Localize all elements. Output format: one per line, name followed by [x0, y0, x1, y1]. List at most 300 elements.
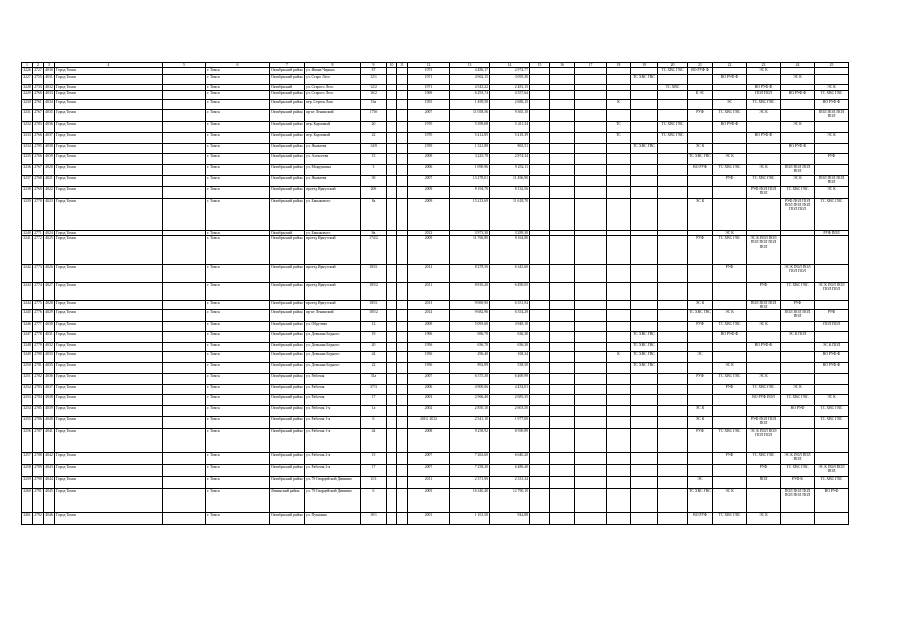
- table-cell: [163, 406, 206, 417]
- table-cell: ул. Демьяна Бедного: [305, 342, 361, 352]
- table-cell: 636,30: [490, 342, 530, 352]
- table-cell: Город Томск: [55, 465, 163, 477]
- table-cell: [575, 154, 607, 165]
- table-cell: РУФ ПОЛ ПОЛ ПОЛ: [747, 186, 781, 198]
- table-cell: [550, 265, 575, 283]
- table-cell: [550, 513, 575, 525]
- table-cell: [397, 513, 408, 525]
- table-cell: РУФ ПОЛ ПОЛ ПОЛ ПОЛ ПОЛ ПОЛ ПОЛ: [781, 198, 815, 230]
- table-cell: г. Томск: [206, 406, 270, 417]
- table-cell: ТС ХВС ГВС: [713, 236, 747, 265]
- table-cell: 2772: [33, 236, 44, 265]
- table-row: [22, 453, 849, 465]
- table-cell: РУФ: [713, 176, 747, 187]
- table-cell: [658, 310, 688, 322]
- table-cell: ТС ХВС ГВС: [713, 322, 747, 332]
- table-cell: [530, 90, 550, 100]
- table-cell: Город Томск: [55, 395, 163, 406]
- table-cell: [631, 110, 658, 122]
- table-cell: [688, 453, 713, 465]
- table-cell: 2777: [33, 322, 44, 332]
- table-cell: ул. Бакыкового: [305, 231, 361, 236]
- table-cell: [575, 90, 607, 100]
- table-cell: [607, 513, 631, 525]
- table-cell: [530, 363, 550, 374]
- table-cell: 4046: [44, 513, 55, 525]
- table-cell: [530, 465, 550, 477]
- table-cell: [530, 352, 550, 363]
- table-cell: [387, 198, 397, 230]
- table-cell: [397, 395, 408, 406]
- table-cell: [387, 363, 397, 374]
- table-cell: 3 973,30: [450, 231, 490, 236]
- table-cell: 8 590,89: [490, 429, 530, 453]
- table-cell: [658, 176, 688, 187]
- table-cell: 4042: [44, 453, 55, 465]
- table-cell: [658, 265, 688, 283]
- table-cell: [607, 165, 631, 176]
- table-cell: 5 411,34: [490, 122, 530, 133]
- table-cell: [658, 406, 688, 417]
- table-cell: 9 069,90: [450, 301, 490, 310]
- table-cell: [631, 265, 658, 283]
- table-cell: ТС: [607, 122, 631, 133]
- table-cell: ТС ХВС ГВС: [713, 429, 747, 453]
- table-cell: Город Томск: [55, 477, 163, 489]
- table-cell: [688, 363, 713, 374]
- table-cell: 6 480,40: [490, 465, 530, 477]
- table-cell: [163, 453, 206, 465]
- table-cell: ВО РУФ Ф: [688, 68, 713, 75]
- table-cell: Октябрьский район: [270, 322, 305, 332]
- table-cell: РУФ: [688, 429, 713, 453]
- table-cell: [163, 176, 206, 187]
- table-cell: [530, 100, 550, 110]
- table-cell: [607, 322, 631, 332]
- table-cell: 15 213,69: [450, 198, 490, 230]
- table-cell: [397, 406, 408, 417]
- table-cell: 2785: [33, 143, 44, 154]
- table-cell: [387, 154, 397, 165]
- column-header: 22: [713, 63, 747, 68]
- table-cell: [397, 154, 408, 165]
- table-cell: 538,50: [490, 363, 530, 374]
- table-cell: 3252: [22, 384, 33, 395]
- table-cell: проезд Иркутский: [305, 265, 361, 283]
- table-row: [22, 265, 849, 283]
- table-cell: 2783: [33, 384, 44, 395]
- table-cell: РУФ ПОЛ: [815, 231, 849, 236]
- table-cell: Октябрьский район: [270, 265, 305, 283]
- table-cell: [397, 100, 408, 110]
- table-cell: Октябрьский район: [270, 352, 305, 363]
- table-cell: 4 900,06: [450, 384, 490, 395]
- table-cell: 3227: [22, 75, 33, 85]
- table-cell: 12 790,10: [490, 489, 530, 513]
- table-cell: [815, 236, 849, 265]
- table-cell: [397, 68, 408, 75]
- table-cell: 1971: [408, 75, 450, 85]
- table-cell: [631, 322, 658, 332]
- table-cell: 2 541,10: [450, 417, 490, 429]
- table-cell: проезд Иркутский: [305, 186, 361, 198]
- table-row: [22, 143, 849, 154]
- table-cell: [575, 143, 607, 154]
- table-cell: Октябрьский район: [270, 384, 305, 395]
- table-cell: [607, 110, 631, 122]
- table-cell: Город Томск: [55, 310, 163, 322]
- table-cell: 1959: [408, 143, 450, 154]
- table-cell: [658, 100, 688, 110]
- table-cell: ТС ХВС ГВС: [631, 342, 658, 352]
- table-cell: ЭС К: [815, 395, 849, 406]
- table-cell: 892,89: [450, 363, 490, 374]
- table-cell: 4044: [44, 477, 55, 489]
- table-cell: ЭС К: [713, 231, 747, 236]
- table-cell: [815, 301, 849, 310]
- table-cell: [550, 310, 575, 322]
- table-cell: [550, 301, 575, 310]
- table-cell: [397, 75, 408, 85]
- table-cell: [631, 417, 658, 429]
- table-cell: 4038: [44, 395, 55, 406]
- column-header: 3: [44, 63, 55, 68]
- table-cell: [631, 395, 658, 406]
- table-cell: [387, 322, 397, 332]
- table-cell: [658, 489, 688, 513]
- table-cell: 2 974,77: [490, 68, 530, 75]
- table-cell: проезд Иркутский: [305, 301, 361, 310]
- table-cell: [631, 489, 658, 513]
- column-header: 8: [305, 63, 361, 68]
- table-cell: 3 225,78: [450, 154, 490, 165]
- table-cell: ЭС К: [781, 122, 815, 133]
- table-cell: ВО РУФ Ф: [713, 331, 747, 342]
- table-cell: 4038: [44, 143, 55, 154]
- table-cell: [550, 154, 575, 165]
- table-cell: г. Томск: [206, 417, 270, 429]
- column-header: 12: [408, 63, 450, 68]
- table-cell: [575, 75, 607, 85]
- table-cell: [575, 283, 607, 301]
- table-cell: 10/1: [361, 513, 387, 525]
- table-cell: 3 289,30: [490, 231, 530, 236]
- table-cell: К: [607, 100, 631, 110]
- table-cell: [631, 406, 658, 417]
- table-cell: [163, 352, 206, 363]
- table-cell: Октябрьский район: [270, 165, 305, 176]
- table-cell: 944,88: [490, 513, 530, 525]
- table-cell: ул. Яковлева: [305, 143, 361, 154]
- table-cell: ПОЛ ПОЛ ПОЛ ПОЛ: [781, 165, 815, 176]
- table-cell: [631, 283, 658, 301]
- table-cell: 4035: [44, 110, 55, 122]
- table-cell: [550, 165, 575, 176]
- table-cell: [607, 265, 631, 283]
- table-cell: [163, 384, 206, 395]
- column-header: 7: [270, 63, 305, 68]
- table-cell: [631, 373, 658, 384]
- table-cell: 11 766,80: [450, 236, 490, 265]
- table-cell: [607, 384, 631, 395]
- table-cell: ТС ХВС ГВС: [658, 132, 688, 143]
- table-cell: РУФ: [713, 453, 747, 465]
- table-cell: ул. Рабочая: [305, 384, 361, 395]
- table-cell: [631, 186, 658, 198]
- table-cell: ул. Рабочая 1-я: [305, 406, 361, 417]
- table-cell: 1971: [408, 84, 450, 90]
- table-cell: [397, 417, 408, 429]
- table-cell: 2766: [33, 154, 44, 165]
- table-cell: 4040: [44, 417, 55, 429]
- table-cell: 9 682,96: [450, 310, 490, 322]
- table-cell: 16/2: [361, 90, 387, 100]
- table-cell: 4039: [44, 154, 55, 165]
- table-cell: 9 252,11: [490, 165, 530, 176]
- table-cell: [575, 489, 607, 513]
- table-cell: г. Томск: [206, 132, 270, 143]
- table-cell: 4039: [44, 406, 55, 417]
- table-cell: [575, 68, 607, 75]
- table-cell: ТС ХВС ГВС: [781, 465, 815, 477]
- table-cell: РУФ: [688, 373, 713, 384]
- table-cell: ТС ХВС ГВС: [631, 75, 658, 85]
- table-cell: 2009: [408, 322, 450, 332]
- table-cell: Октябрьский район: [270, 90, 305, 100]
- table-cell: пр-кт Ленинский: [305, 310, 361, 322]
- table-cell: ул. Алексеева: [305, 154, 361, 165]
- column-header: 20: [658, 63, 688, 68]
- table-cell: 9 258,92: [450, 429, 490, 453]
- table-cell: [607, 331, 631, 342]
- table-cell: 185/1: [361, 301, 387, 310]
- table-cell: [815, 143, 849, 154]
- table-cell: Октябрьский район: [270, 406, 305, 417]
- table-cell: Город Томск: [55, 231, 163, 236]
- table-cell: [607, 465, 631, 477]
- table-cell: 1996: [408, 331, 450, 342]
- column-header: 25: [815, 63, 849, 68]
- table-cell: г. Томск: [206, 110, 270, 122]
- table-cell: Октябрьский район: [270, 465, 305, 477]
- column-header: 2: [33, 63, 44, 68]
- table-cell: 1955: [408, 100, 450, 110]
- table-cell: ЭС К ПОЛ: [815, 342, 849, 352]
- table-cell: [550, 363, 575, 374]
- table-cell: [688, 395, 713, 406]
- table-cell: 6 351,94: [490, 301, 530, 310]
- table-cell: 2787: [33, 429, 44, 453]
- table-cell: 15: [361, 453, 387, 465]
- table-cell: 8 278,50: [450, 265, 490, 283]
- table-cell: [815, 384, 849, 395]
- table-cell: ул. Демьяна Бедного: [305, 363, 361, 374]
- table-row: [22, 75, 849, 85]
- table-cell: 5 412,85: [450, 132, 490, 143]
- table-row: [22, 301, 849, 310]
- table-cell: 1а: [361, 406, 387, 417]
- table-cell: 2733: [34, 84, 42, 89]
- table-cell: 4022: [44, 186, 55, 198]
- table-cell: [781, 342, 815, 352]
- table-cell: 3261: [22, 513, 33, 525]
- table-cell: 3244: [22, 301, 33, 310]
- table-cell: [530, 429, 550, 453]
- table-cell: [575, 132, 607, 143]
- table-cell: [631, 90, 658, 100]
- table-cell: ТС ХВС ГВС: [747, 100, 781, 110]
- table-cell: [607, 75, 631, 85]
- table-cell: Октябрьский район: [270, 453, 305, 465]
- table-cell: [658, 429, 688, 453]
- table-cell: 8в: [361, 231, 387, 236]
- table-cell: [631, 384, 658, 395]
- table-cell: 2761: [33, 100, 44, 110]
- column-header: 1: [22, 63, 33, 68]
- table-cell: ТС ХВС ГВС: [688, 154, 713, 165]
- table-cell: 3236: [22, 165, 33, 176]
- table-cell: [397, 352, 408, 363]
- table-cell: Октябрьский район: [270, 75, 305, 85]
- table-cell: [550, 68, 575, 75]
- table-cell: [530, 265, 550, 283]
- table-cell: ЭС К: [781, 176, 815, 187]
- table-cell: 3241: [22, 236, 33, 265]
- table-cell: 2767: [33, 165, 44, 176]
- table-cell: 4032: [44, 342, 55, 352]
- table-cell: [713, 68, 747, 75]
- table-cell: [607, 363, 631, 374]
- table-cell: [163, 465, 206, 477]
- table-cell: Октябрьский район: [270, 429, 305, 453]
- table-cell: 1 090,96: [450, 165, 490, 176]
- table-cell: Город Томск: [55, 489, 163, 513]
- table-cell: 3260: [22, 489, 33, 513]
- table-cell: [688, 132, 713, 143]
- table-cell: [530, 489, 550, 513]
- table-cell: [658, 395, 688, 406]
- table-row: [22, 122, 849, 133]
- table-row: [22, 322, 849, 332]
- table-cell: [575, 373, 607, 384]
- table-cell: [387, 176, 397, 187]
- table-cell: [781, 429, 815, 453]
- table-cell: [530, 453, 550, 465]
- table-cell: [607, 342, 631, 352]
- table-cell: [658, 283, 688, 301]
- table-cell: [713, 283, 747, 301]
- table-cell: 67: [361, 68, 387, 75]
- table-cell: 3249: [22, 352, 33, 363]
- table-cell: 12: [361, 322, 387, 332]
- table-row: [22, 373, 849, 384]
- table-cell: г. Томск: [206, 363, 270, 374]
- table-cell: [815, 373, 849, 384]
- table-cell: ул. Пушкина: [305, 513, 361, 525]
- table-cell: [397, 301, 408, 310]
- table-cell: 2786: [33, 417, 44, 429]
- table-cell: К ЭС: [688, 90, 713, 100]
- table-cell: 2007: [408, 465, 450, 477]
- table-cell: [781, 132, 815, 143]
- table-cell: [607, 143, 631, 154]
- table-cell: [713, 90, 747, 100]
- table-cell: РУФ: [815, 154, 849, 165]
- table-cell: ЭС К ПОЛ ПОЛ ПОЛ ПОЛ: [781, 265, 815, 283]
- table-cell: 2 371,90: [450, 477, 490, 489]
- table-cell: 11 058,56: [450, 110, 490, 122]
- table-cell: ЭС К: [815, 186, 849, 198]
- table-cell: [163, 373, 206, 384]
- table-cell: [387, 122, 397, 133]
- table-cell: 22: [361, 363, 387, 374]
- table-cell: 1973: [408, 68, 450, 75]
- table-row: [22, 342, 849, 352]
- column-header: 14: [490, 63, 530, 68]
- table-cell: 8 816,20: [450, 283, 490, 301]
- table-cell: 2760: [33, 90, 44, 100]
- table-cell: [815, 429, 849, 453]
- table-row: [22, 198, 849, 230]
- table-cell: РУФ К: [781, 477, 815, 489]
- table-cell: [387, 331, 397, 342]
- table-cell: [781, 100, 815, 110]
- table-cell: [658, 363, 688, 374]
- table-cell: [387, 406, 397, 417]
- table-cell: 15: [361, 154, 387, 165]
- table-cell: 11 618,70: [490, 198, 530, 230]
- table-cell: [163, 342, 206, 352]
- table-cell: [607, 429, 631, 453]
- table-cell: [387, 132, 397, 143]
- table-cell: 3248: [22, 342, 33, 352]
- table-cell: [550, 122, 575, 133]
- table-cell: [631, 68, 658, 75]
- table-cell: 2 850,10: [450, 406, 490, 417]
- table-cell: 2 331,34: [490, 477, 530, 489]
- table-cell: 3246: [22, 322, 33, 332]
- table-cell: [713, 198, 747, 230]
- table-cell: [550, 352, 575, 363]
- table-cell: [387, 165, 397, 176]
- table-cell: ЭС К: [747, 110, 781, 122]
- table-cell: 1 499,50: [450, 100, 490, 110]
- table-cell: [631, 176, 658, 187]
- table-cell: 1 321,88: [450, 143, 490, 154]
- table-cell: 2009: [408, 198, 450, 230]
- table-cell: ЭС К: [713, 363, 747, 374]
- table-cell: ТС ХВС ГВС: [815, 477, 849, 489]
- table-cell: 6 354,29: [490, 310, 530, 322]
- table-cell: 183/1: [361, 265, 387, 283]
- table-cell: 2007: [408, 110, 450, 122]
- table-cell: [607, 90, 631, 100]
- table-cell: г. Томск: [206, 198, 270, 230]
- table-cell: ТС ХВС ГВС: [658, 68, 688, 75]
- table-cell: ЭС К ПОЛ ПОЛ ПОЛ ПОЛ: [747, 429, 781, 453]
- table-cell: [688, 384, 713, 395]
- table-cell: [550, 236, 575, 265]
- table-cell: ВО РУФ Ф: [815, 352, 849, 363]
- table-cell: 4 433,01: [490, 384, 530, 395]
- table-cell: [658, 90, 688, 100]
- table-cell: 2782: [33, 373, 44, 384]
- table-cell: 2785: [33, 406, 44, 417]
- table-cell: ЭС К: [688, 417, 713, 429]
- table-cell: г. Томск: [206, 384, 270, 395]
- table-cell: 8 132,56: [490, 186, 530, 198]
- table-cell: [387, 373, 397, 384]
